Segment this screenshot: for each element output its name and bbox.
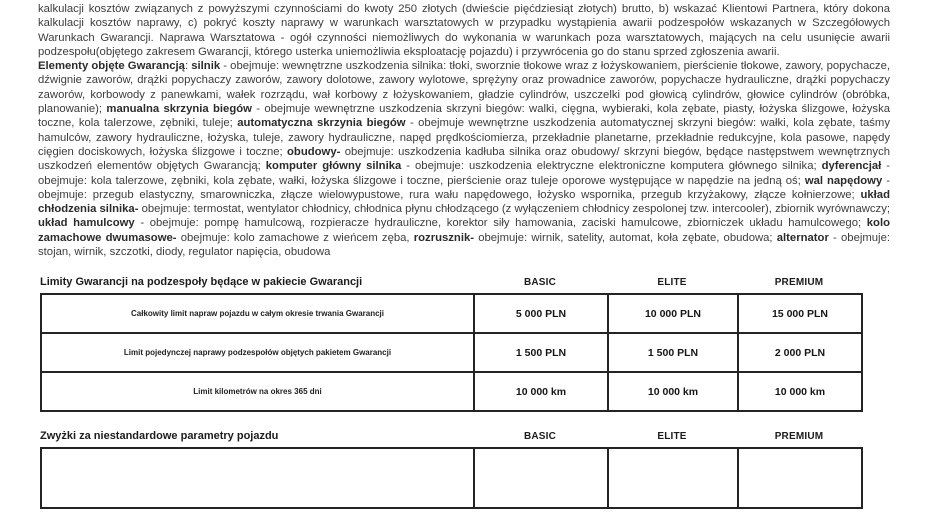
row-label: Limit kilometrów na okres 365 dni <box>41 372 474 411</box>
cell-premium: 15 000 PLN <box>738 294 862 333</box>
cell-premium <box>738 448 862 508</box>
cell-premium: 2 000 PLN <box>738 333 862 372</box>
cell-elite: 1 500 PLN <box>608 333 738 372</box>
table-row <box>41 372 862 411</box>
surcharges-table-header-row <box>40 430 861 445</box>
cell-basic: 1 500 PLN <box>474 333 608 372</box>
column-header-basic: BASIC <box>523 431 557 443</box>
column-header-elite: ELITE <box>657 277 687 289</box>
intro-paragraph: kalkulacji kosztów związanych z powyższymi czynnościami do kwoty 250 złotych (dwieście pięćdziesiąt złotych) brutto, b) wskazać Klientowi Partnera, który dokona kalkulacji kosztów naprawy, c) pokryć koszty naprawy w warunkach warsztatowych w przypadku wystąpienia awarii podzespołów wskazanych w Szczegółowych Warunkach Gwarancji. Naprawa Warsztatowa - ogół czynności niemożliwych do wykonania w warunkach poza warsztatowych, mających na celu usunięcie awarii podzespołu(objętego zakresem Gwarancji, którego usterka uniemożliwia eksploatację pojazdu) i przywrócenia go do stanu sprzed zgłoszenia awarii. <box>38 3 890 58</box>
column-header-premium: PREMIUM <box>774 431 824 443</box>
row-label <box>41 448 474 508</box>
surcharges-table-title: Zwyżki za niestandardowe parametry pojazdu <box>40 430 279 443</box>
row-label: Całkowity limit napraw pojazdu w całym okresie trwania Gwarancji <box>41 294 474 333</box>
column-header-elite: ELITE <box>657 431 687 443</box>
column-header-premium: PREMIUM <box>774 277 824 289</box>
cell-basic <box>474 448 608 508</box>
cell-basic: 5 000 PLN <box>474 294 608 333</box>
limits-table-header-row <box>40 276 861 291</box>
limits-table-title: Limity Gwarancji na podzespoły będące w pakiecie Gwarancji <box>40 276 363 289</box>
coverage-paragraph: Elementy objęte Gwarancją: silnik - obejmuje: wewnętrzne uszkodzenia silnika: tłoki, sworznie tłokowe wraz z łożyskowaniem, pierścienie tłokowe, zawory, popychacze, dźwignie zaworów, drążki popychaczy zaworów, zawory dolotowe, zawory wylotowe, sprężyny oraz prowadnice zaworów, popychacze hydrauliczne, drążki popychaczy zaworów, korbowody z panewkami, wałek rozrządu, wał korbowy z łożyskowaniem, gładzie cylindrów, uszczelki pod głowicą cylindrów, głowice cylindrów (obróbka, planowanie); manualna skrzynia biegów - obejmuje wewnętrzne uszkodzenia skrzyni biegów: walki, cięgna, wybieraki, kola zębate, piasty, łożyska ślizgowe, łożyska toczne, kola talerzowe, zębniki, tuleje; automatyczna skrzynia biegów - obejmuje wewnętrzne uszkodzenia automatycznej skrzyni biegów: wałki, kola zębate, taśmy hamulców, zawory hydrauliczne, łożyska, tuleje, zawory hydrauliczne, napęd prędkościomierza, przekładnie planetarne, przekładnie redukcyjne, kola pasowe, napędy cięgien dociskowych, łożyska ślizgowe i toczne; obudowy- obejmuje: uszkodzenia kadłuba silnika oraz obudowy/ skrzyni biegów, będące następstwem wewnętrznych uszkodzeń elementów objętych Gwarancją; komputer główny silnika - obejmuje: uszkodzenia elektryczne elektroniczne komputera głównego silnika; dyferencjał - obejmuje: kola talerzowe, zębniki, kola zębate, wałki, łożyska ślizgowe i toczne, pierścienie oraz tuleje oporowe występujące w napędzie na jedną oś; wal napędowy - obejmuje: przegub elastyczny, smarowniczka, złącze wielowypustowe, rura wału napędowego, łożysko wspornika, przegub krzyżakowy, złącze kołnierzowe; układ chłodzenia silnika- obejmuje: termostat, wentylator chłodnicy, chłodnica płynu chłodzącego (z wyłączeniem chłodnicy zespolonej tzw. intercooler), zbiornik wyrównawczy; układ hamulcowy - obejmuje: pompę hamulcową, rozpieracze hydrauliczne, korektor siły hamowania, zaciski hamulcowe, zbiorniczek układu hamulcowego; kolo zamachowe dwumasowe- obejmuje: kolo zamachowe z wieńcem zęba, rozrusznik- obejmuje: wirnik, satelity, automat, koła zębate, obudowa; alternator - obejmuje: stojan, wirnik, szczotki, diody, regulator napięcia, obudowa <box>38 60 891 259</box>
limits-table <box>40 293 863 412</box>
table-row <box>41 448 862 508</box>
cell-elite <box>608 448 738 508</box>
row-label: Limit pojedynczej naprawy podzespołów objętych pakietem Gwarancji <box>41 333 474 372</box>
table-row <box>41 294 862 333</box>
cell-elite: 10 000 km <box>608 372 738 411</box>
column-header-basic: BASIC <box>523 277 557 289</box>
cell-elite: 10 000 PLN <box>608 294 738 333</box>
cell-premium: 10 000 km <box>738 372 862 411</box>
surcharges-table <box>40 447 863 509</box>
table-row <box>41 333 862 372</box>
cell-basic: 10 000 km <box>474 372 608 411</box>
